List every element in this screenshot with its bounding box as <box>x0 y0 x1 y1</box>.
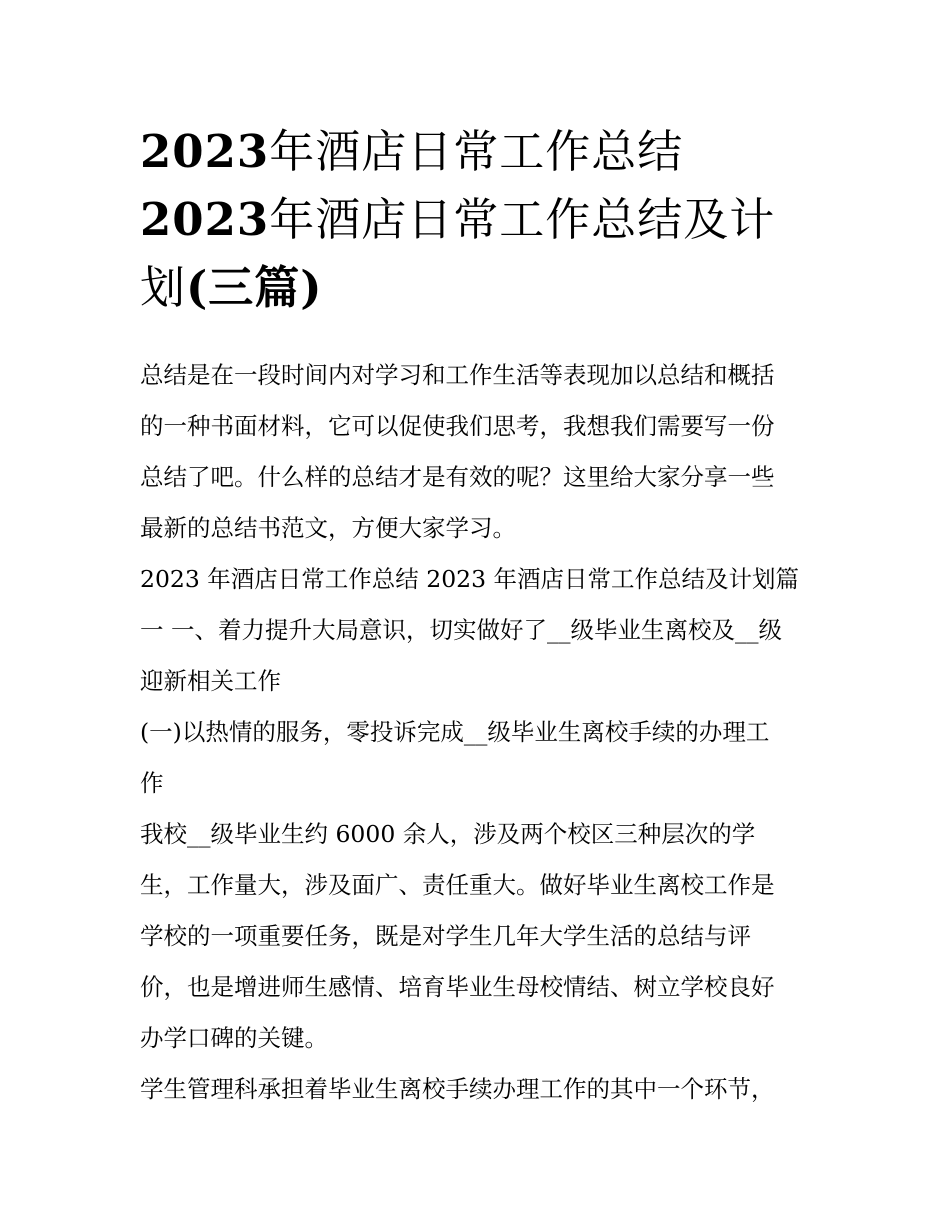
text-line: 最新的总结书范文，方便大家学习。 <box>140 514 516 542</box>
paragraph-body <box>140 809 812 1064</box>
paragraph-body <box>140 1064 812 1115</box>
text-line: 生，工作量大，涉及面广、责任重大。做好毕业生离校工作是 <box>140 871 775 899</box>
title-text: 年酒店日常工作总结及计 <box>269 193 776 246</box>
text-line: 作 <box>140 769 164 797</box>
text-line: 总结了吧。什么样的总结才是有效的呢？这里给大家分享一些 <box>140 463 775 491</box>
document-body <box>140 350 812 1115</box>
text-line: 我校__级毕业生约 6000 余人，涉及两个校区三种层次的学 <box>140 820 756 848</box>
document-page <box>140 118 812 1115</box>
text-line: 学生管理科承担着毕业生离校手续办理工作的其中一个环节， <box>140 1075 775 1103</box>
text-line: 总结是在一段时间内对学习和工作生活等表现加以总结和概括 <box>140 361 775 389</box>
title-year: 2023 <box>140 125 270 178</box>
text-line: 学校的一项重要任务，既是对学生几年大学生活的总结与评 <box>140 922 751 950</box>
title-line-2 <box>140 186 812 254</box>
title-line-3 <box>140 254 812 322</box>
title-text: 划 <box>140 261 187 314</box>
paragraph-section-heading <box>140 554 812 707</box>
paragraph-subheading <box>140 707 812 809</box>
title-text: 年酒店日常工作总结 <box>269 125 684 178</box>
text-line: (一)以热情的服务，零投诉完成__级毕业生离校手续的办理工 <box>140 718 770 746</box>
text-line: 2023 年酒店日常工作总结 2023 年酒店日常工作总结及计划篇 <box>140 565 800 593</box>
paragraph-intro <box>140 350 812 554</box>
title-line-1 <box>140 118 812 186</box>
document-title <box>140 118 812 322</box>
title-count: (三篇) <box>186 261 323 314</box>
text-line: 的一种书面材料，它可以促使我们思考，我想我们需要写一份 <box>140 412 775 440</box>
text-line: 迎新相关工作 <box>140 667 281 695</box>
text-line: 一 一、着力提升大局意识，切实做好了__级毕业生离校及__级 <box>140 616 782 644</box>
text-line: 价，也是增进师生感情、培育毕业生母校情结、树立学校良好 <box>140 973 775 1001</box>
title-year: 2023 <box>140 193 270 246</box>
text-line: 办学口碑的关键。 <box>140 1024 328 1052</box>
